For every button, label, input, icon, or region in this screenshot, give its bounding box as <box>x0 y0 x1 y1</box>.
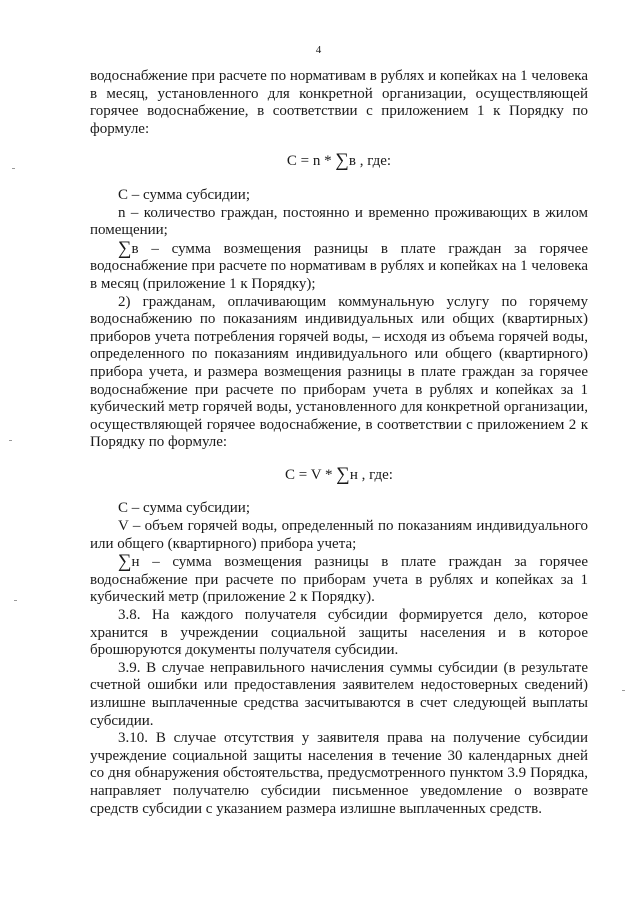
definition-c-1: С – сумма субсидии; <box>118 186 250 203</box>
definition-sum-n <box>90 553 588 607</box>
formula-2-tail: , где: <box>357 466 393 483</box>
paragraph-continuation: водоснабжение при расчете по нормативам в рублях и копейках на 1 человека в месяц, установленного для конкретной организации, осуществляющей горячее водоснабжение, в соответствии с приложением 1 к Порядку по формуле: <box>90 68 588 137</box>
formula-1-subscript: в <box>348 153 356 170</box>
scan-speck <box>12 168 15 169</box>
sigma-symbol: ∑ <box>336 463 350 485</box>
paragraph-3-10: 3.10. В случае отсутствия у заявителя права на получение субсидии учреждение социальной защиты населения в течение 30 календарных дней со дня обнаружения обстоятельства, предусмотренного пунктом 3.9 Порядка, направляет получателю субсидии письменное уведомление о возврате средств субсидии с указанием размера излишне выплаченных средств. <box>90 730 588 817</box>
formula-2-left: C = V * <box>285 466 337 483</box>
sigma-symbol: ∑ <box>118 237 132 259</box>
definition-c-2: С – сумма субсидии; <box>118 500 250 517</box>
definition-sum-v-text: – сумма возмещения разницы в плате граждан за горячее водоснабжение при расчете по нормативам в рублях и копейках на 1 человека в месяц (приложение 1 к Порядку); <box>90 240 588 292</box>
definition-sum-n-text: – сумма возмещения разницы в плате граждан за горячее водоснабжение при расчете по приборам учета в рублях и копейках за 1 кубический метр (приложение 2 к Порядку). <box>90 554 588 606</box>
sigma-symbol: ∑ <box>335 150 349 172</box>
definition-v: V – объем горячей воды, определенный по показаниям индивидуального или общего (квартирного) прибора учета; <box>90 518 588 552</box>
formula-1-tail: , где: <box>355 153 392 170</box>
sigma-symbol: ∑ <box>118 551 132 573</box>
formula-1 <box>90 152 588 171</box>
definition-sum-v <box>90 237 588 294</box>
paragraph-item-2: 2) гражданам, оплачивающим коммунальную услугу по горячему водоснабжению по показаниям индивидуальных или общих (квартирных) приборов учета потребления горячей воды, – исходя из объема горячей воды, определенного по показаниям индивидуального или общего (квартирного) прибора учета, и размера возмещения разницы в плате граждан за горячее водоснабжение при расчете по приборам учета в рублях и копейках за 1 кубический метр горячей воды, установленного для конкретной организации, осуществляющей горячее водоснабжение, в соответствии с приложением 2 к Порядку по формуле: <box>90 293 588 451</box>
scan-speck <box>9 440 12 441</box>
paragraph-3-8: 3.8. На каждого получателя субсидии формируется дело, которое хранится в учреждении социальной защиты населения и в которое брошюруются документы получателя субсидии. <box>90 607 588 659</box>
formula-2-subscript: н <box>349 466 358 483</box>
paragraph-3-9: 3.9. В случае неправильного начисления суммы субсидии (в результате счетной ошибки или предоставления заявителем недостоверных сведений) излишне выплаченные средства засчитываются в счет следующей выплаты субсидии. <box>90 659 588 729</box>
definition-sum-n-subscript: н <box>131 554 140 571</box>
scan-speck <box>622 690 625 691</box>
formula-1-left: C = n * <box>286 153 336 170</box>
formula-2 <box>90 463 588 485</box>
document-body <box>90 68 588 818</box>
scan-speck <box>14 600 17 601</box>
definition-n: n – количество граждан, постоянно и временно проживающих в жилом помещении; <box>90 204 588 239</box>
page-number: 4 <box>315 44 322 56</box>
definition-sum-v-subscript: в <box>131 240 139 257</box>
